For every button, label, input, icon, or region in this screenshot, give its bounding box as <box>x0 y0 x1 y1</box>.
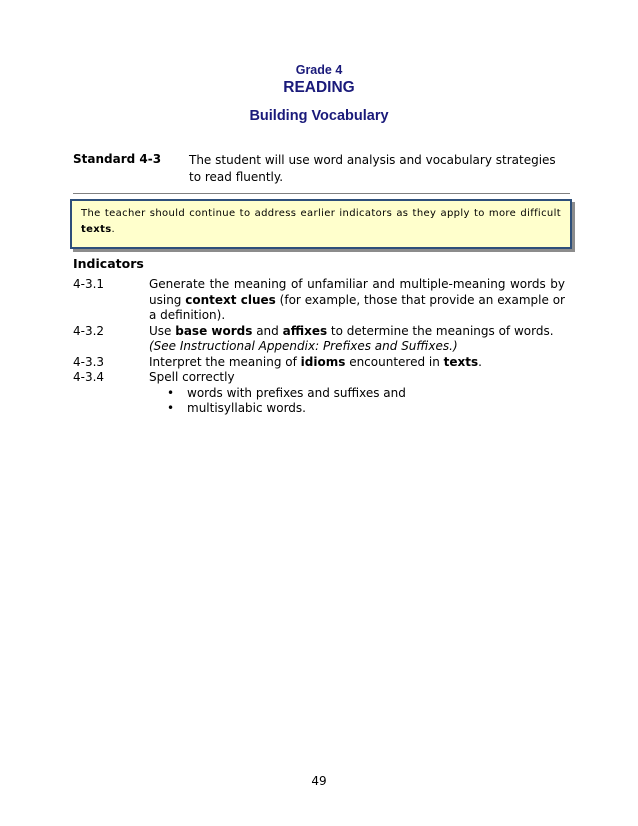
indicator-text-part: . <box>478 354 482 369</box>
indicator-4-3-3 <box>73 355 565 371</box>
indicator-keyword: idioms <box>300 354 346 369</box>
note-end: . <box>111 224 116 235</box>
indicator-text-part: to determine the meanings of words. <box>327 323 554 338</box>
bullet-item <box>167 386 565 402</box>
bullet-icon: • <box>167 385 175 400</box>
indicators-heading: Indicators <box>73 256 144 271</box>
standard-divider <box>73 193 570 194</box>
subject-heading: READING <box>283 79 355 96</box>
indicator-text-part: Interpret the meaning of <box>149 354 301 369</box>
indicator-text <box>149 277 565 324</box>
indicator-keyword: affixes <box>282 323 328 338</box>
indicator-text <box>149 324 565 355</box>
indicator-keyword: context clues <box>185 292 276 307</box>
indicator-keyword: base words <box>175 323 253 338</box>
indicator-4-3-4 <box>73 370 565 417</box>
appendix-reference: (See Instructional Appendix: Prefixes and Suffixes.) <box>149 339 458 353</box>
indicator-number: 4-3.2 <box>73 323 105 338</box>
indicator-4-3-1 <box>73 277 565 324</box>
indicator-number: 4-3.3 <box>73 354 105 369</box>
bullet-item <box>167 401 565 417</box>
indicator-text-part: (for example, those that provide an example or a definition). <box>149 292 565 322</box>
indicators-list <box>73 277 565 417</box>
bullet-text: words with prefixes and suffixes and <box>187 385 406 400</box>
indicator-text-part: encountered in <box>345 354 444 369</box>
grade-heading: Grade 4 <box>295 63 343 77</box>
indicator-text <box>149 355 565 371</box>
indicator-number: 4-3.1 <box>73 277 105 291</box>
bullet-icon: • <box>167 401 175 415</box>
teacher-note-box <box>70 199 572 249</box>
bullet-text: multisyllabic words. <box>187 401 306 415</box>
page-number: 49 <box>311 774 327 788</box>
indicator-number: 4-3.4 <box>73 370 105 384</box>
indicator-text <box>149 370 565 417</box>
indicator-keyword: texts <box>443 354 479 369</box>
indicator-text-part: Use <box>149 323 176 338</box>
standard-label: Standard 4-3 <box>73 152 162 166</box>
indicator-text-part: Spell correctly <box>149 370 235 384</box>
strand-heading: Building Vocabulary <box>249 108 389 124</box>
indicator-text-part: Generate the meaning of unfamiliar and multiple-meaning words by using <box>149 277 565 307</box>
indicator-text-part: and <box>252 323 283 338</box>
indicator-4-3-2 <box>73 324 565 355</box>
standard-text: The student will use word analysis and vocabulary strategies to read fluently. <box>189 153 556 184</box>
note-text: The teacher should continue to address earlier indicators as they apply to more difficult <box>81 208 561 219</box>
note-bold-word: texts <box>81 224 112 235</box>
